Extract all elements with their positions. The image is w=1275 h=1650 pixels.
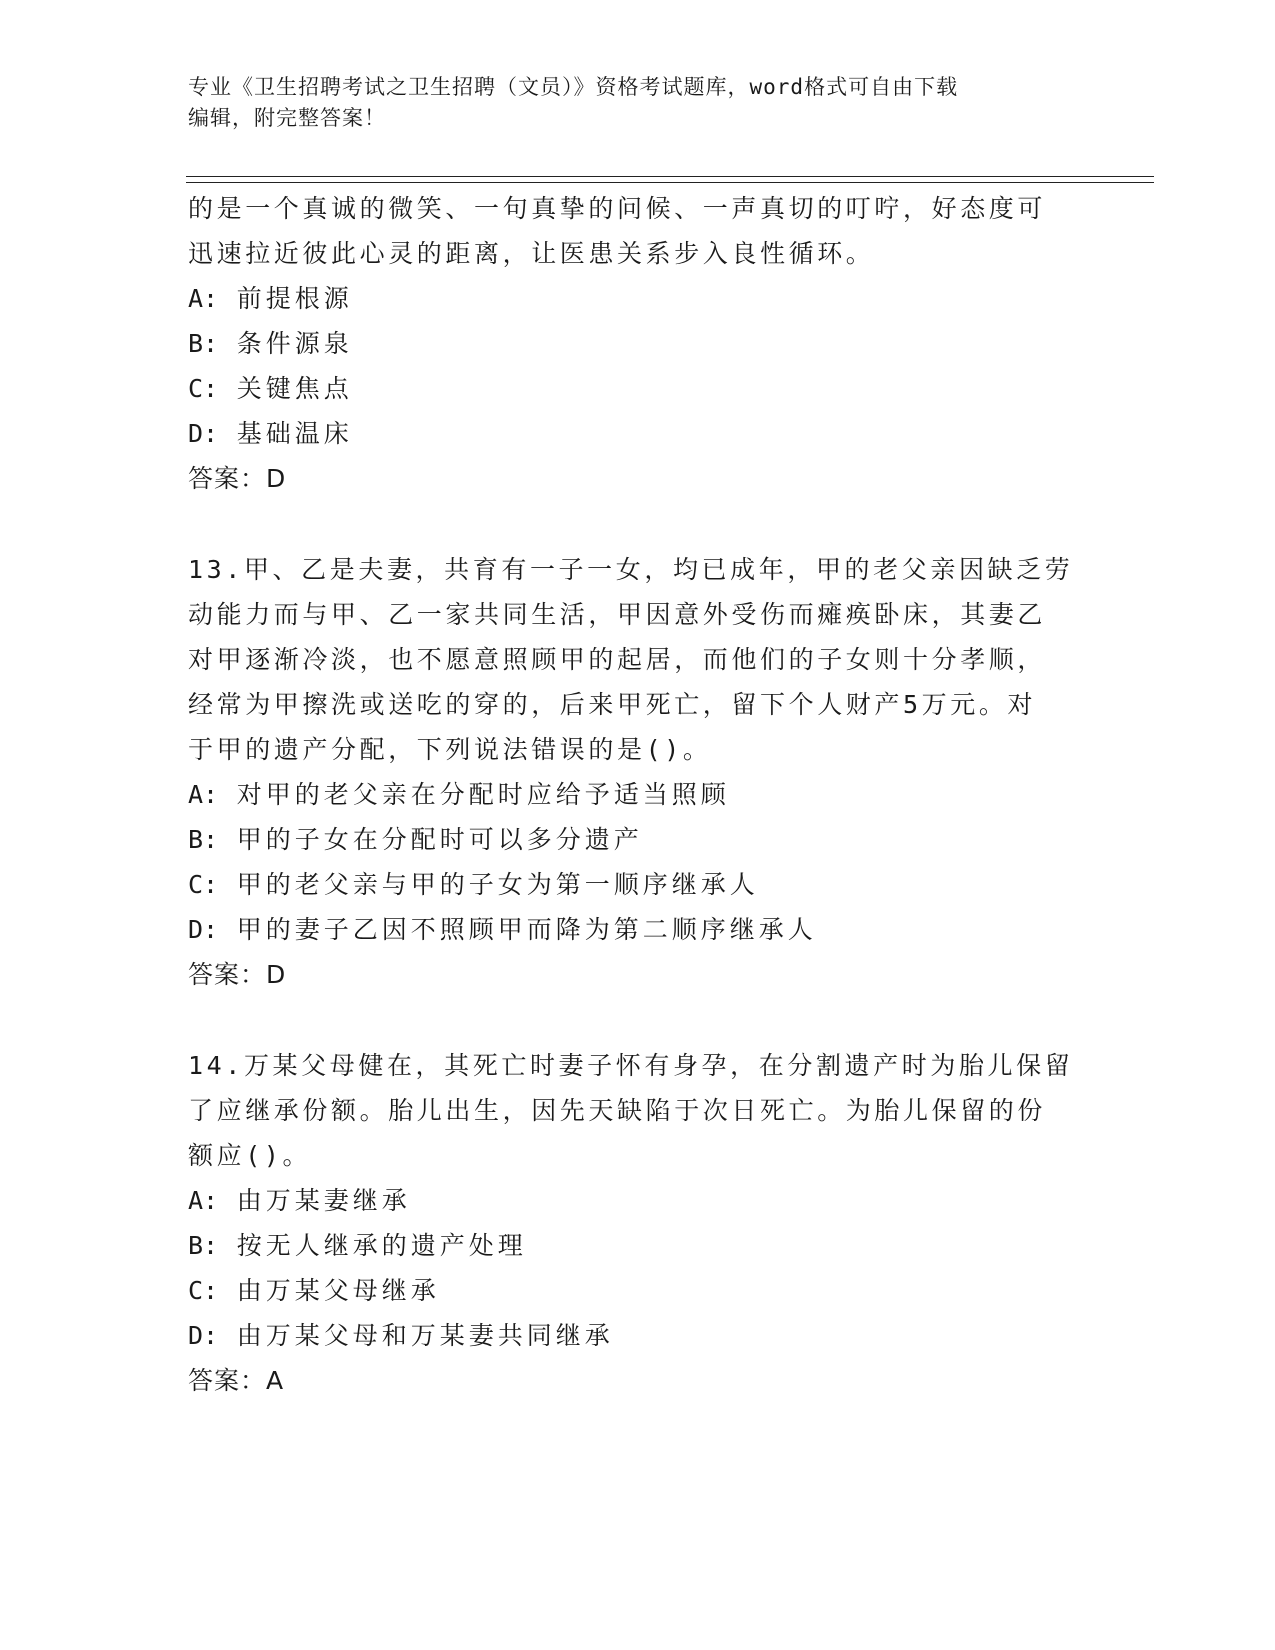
- option-text: 条件源泉: [236, 329, 353, 358]
- option-letter: D:: [188, 419, 219, 448]
- option-letter: A:: [188, 780, 219, 809]
- question-stem-line: 于甲的遗产分配，下列说法错误的是()。: [188, 735, 712, 764]
- option-text: 对甲的老父亲在分配时应给予适当照顾: [236, 780, 730, 809]
- document-header: [188, 72, 1088, 134]
- answer-line: 答案：A: [188, 1366, 285, 1395]
- question-stem-line: 14.万某父母健在，其死亡时妻子怀有身孕，在分割遗产时为胎儿保留: [188, 1051, 1074, 1080]
- question-stem-line: 经常为甲擦洗或送吃的穿的，后来甲死亡，留下个人财产5万元。对: [188, 690, 1037, 719]
- option-c: [188, 366, 1088, 411]
- header-divider-bottom: [186, 182, 1154, 183]
- option-text: 基础温床: [236, 419, 353, 448]
- option-letter: A:: [188, 1186, 219, 1215]
- question-stem-line: 了应继承份额。胎儿出生，因先天缺陷于次日死亡。为胎儿保留的份: [188, 1096, 1047, 1125]
- option-text: 由万某父母和万某妻共同继承: [236, 1321, 614, 1350]
- option-text: 由万某父母继承: [236, 1276, 440, 1305]
- option-a: [188, 1178, 1088, 1223]
- option-letter: B:: [188, 329, 219, 358]
- option-letter: A:: [188, 284, 219, 313]
- question-stem-line: 13.甲、乙是夫妻，共育有一子一女，均已成年，甲的老父亲因缺乏劳: [188, 555, 1074, 584]
- question-spacer: [188, 501, 1088, 547]
- question-14: [188, 1043, 1088, 1403]
- header-title-line2: 编辑，附完整答案！: [188, 106, 386, 130]
- question-list: [188, 186, 1088, 1403]
- option-c: [188, 862, 1088, 907]
- option-a: [188, 772, 1088, 817]
- option-text: 由万某妻继承: [236, 1186, 411, 1215]
- header-divider-top: [186, 176, 1154, 177]
- option-d: [188, 1313, 1088, 1358]
- option-a: [188, 276, 1088, 321]
- option-d: [188, 411, 1088, 456]
- question-stem-line: 的是一个真诚的微笑、一句真挚的问候、一声真切的叮咛，好态度可: [188, 194, 1047, 223]
- option-text: 关键焦点: [236, 374, 353, 403]
- option-text: 甲的老父亲与甲的子女为第一顺序继承人: [236, 870, 759, 899]
- question-13: [188, 547, 1088, 997]
- option-b: [188, 817, 1088, 862]
- option-text: 按无人继承的遗产处理: [236, 1231, 527, 1260]
- option-d: [188, 907, 1088, 952]
- header-title-line1: 专业《卫生招聘考试之卫生招聘（文员）》资格考试题库，word格式可自由下载: [188, 75, 959, 99]
- question-stem-line: 动能力而与甲、乙一家共同生活，甲因意外受伤而瘫痪卧床，其妻乙: [188, 600, 1047, 629]
- option-b: [188, 1223, 1088, 1268]
- option-b: [188, 321, 1088, 366]
- option-letter: C:: [188, 1276, 219, 1305]
- option-text: 前提根源: [236, 284, 353, 313]
- option-letter: B:: [188, 825, 219, 854]
- question-stem-line: 额应()。: [188, 1141, 312, 1170]
- option-text: 甲的妻子乙因不照顾甲而降为第二顺序继承人: [236, 915, 817, 944]
- question-12: [188, 186, 1088, 501]
- option-letter: D:: [188, 1321, 219, 1350]
- answer-line: 答案：D: [188, 464, 287, 493]
- option-letter: D:: [188, 915, 219, 944]
- question-spacer: [188, 997, 1088, 1043]
- option-letter: C:: [188, 870, 219, 899]
- question-stem-line: 对甲逐渐冷淡，也不愿意照顾甲的起居，而他们的子女则十分孝顺，: [188, 645, 1047, 674]
- answer-line: 答案：D: [188, 960, 287, 989]
- option-text: 甲的子女在分配时可以多分遗产: [236, 825, 643, 854]
- question-stem-line: 迅速拉近彼此心灵的距离，让医患关系步入良性循环。: [188, 239, 875, 268]
- option-letter: C:: [188, 374, 219, 403]
- option-c: [188, 1268, 1088, 1313]
- option-letter: B:: [188, 1231, 219, 1260]
